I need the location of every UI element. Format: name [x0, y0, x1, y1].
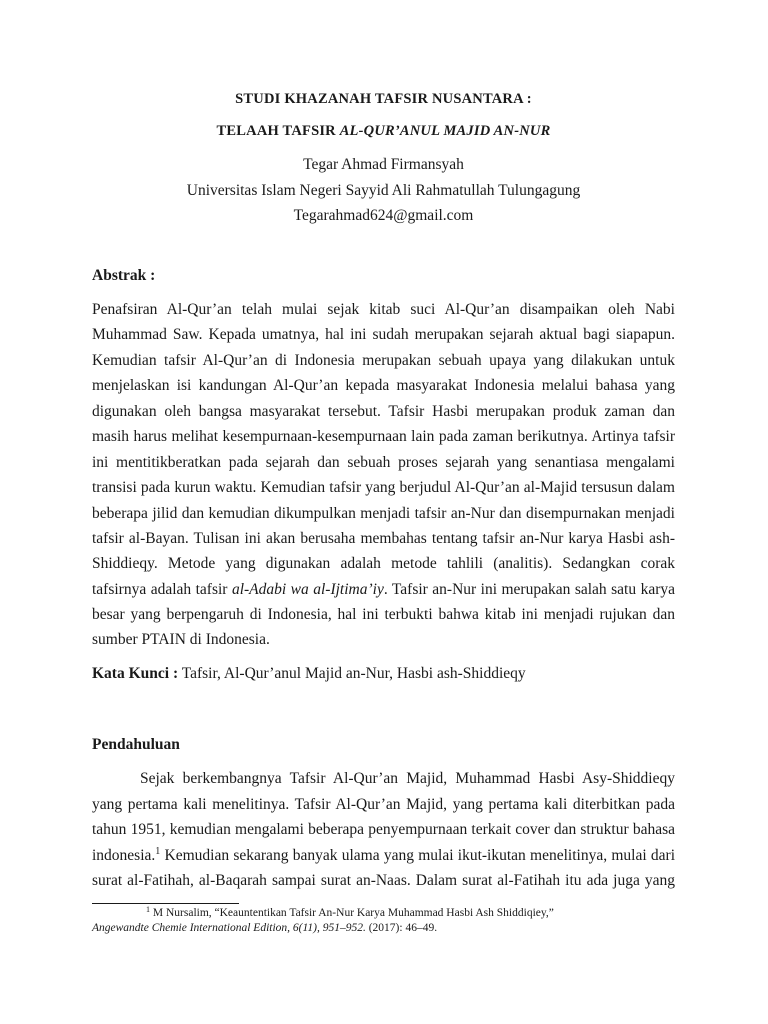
abstract-line: sumber PTAIN di Indonesia.: [92, 631, 270, 648]
intro-line: tahun 1951, kemudian mengalami beberapa penyempurnaan terkait cover dan struktur bahasa: [92, 821, 675, 838]
intro-heading: Pendahuluan: [92, 736, 180, 753]
abstract-line: ini mentitikberatkan pada sejarah dan sebuah proses sejarah yang senantiasa mengalami: [92, 454, 675, 471]
abstract-line: Muhammad Saw. Kepada umatnya, hal ini sudah merupakan sejarah aktual bagi siapapun.: [92, 326, 675, 343]
intro-line: surat al-Fatihah, al-Baqarah sampai surat an-Naas. Dalam surat al-Fatihah itu ada juga yang: [92, 872, 675, 889]
footnote-ref[interactable]: 1: [155, 846, 161, 857]
intro-text: Kemudian sekarang banyak ulama yang mulai ikut-ikutan menelitinya, mulai dari: [160, 847, 675, 864]
author-name: Tegar Ahmad Firmansyah: [303, 156, 464, 173]
abstract-line: besar yang berpengaruh di Indonesia, hal ini terbukti bahwa kitab ini menjadi rujukan dan: [92, 606, 675, 623]
abstract-text: tafsirnya adalah tafsir: [92, 581, 232, 598]
paper-title-line1: STUDI KHAZANAH TAFSIR NUSANTARA :: [235, 91, 532, 107]
keywords-label: Kata Kunci :: [92, 665, 179, 682]
footnote-journal: Angewandte Chemie International Edition, 6(11), 951–952.: [92, 922, 366, 934]
paper-title-line2: [92, 123, 675, 140]
footnote-divider: [92, 903, 239, 904]
intro-line: yang pertama kali menelitinya. Tafsir Al-Qur’an Majid, yang pertama kali diterbitkan pada: [92, 796, 675, 813]
intro-line: [92, 847, 675, 865]
author-email: Tegarahmad624@gmail.com: [293, 207, 474, 224]
keywords-line: [92, 665, 526, 683]
abstract-line: beberapa jilid dan kemudian dikumpulkan menjadi tafsir an-Nur dan disempurnakan menjadi: [92, 505, 675, 522]
intro-text: indonesia.: [92, 847, 156, 864]
abstract-line: menjelaskan isi kandungan Al-Qur’an kepada masyarakat Indonesia melalui bahasa yang: [92, 377, 675, 394]
title-italic: AL-QUR’ANUL MAJID AN-NUR: [339, 123, 551, 139]
footnote-number: 1: [146, 905, 150, 914]
abstract-italic-term: al-Adabi wa al-Ijtima’iy: [231, 581, 384, 598]
abstract-line: digunakan oleh bangsa masyarakat tersebut. Tafsir Hasbi merupakan produk zaman dan: [92, 403, 675, 420]
footnote-pages: (2017): 46–49.: [365, 922, 438, 934]
footnote-line1: [146, 907, 554, 919]
abstract-line: Penafsiran Al-Qur’an telah mulai sejak kitab suci Al-Qur’an disampaikan oleh Nabi: [92, 301, 675, 318]
author-affiliation: Universitas Islam Negeri Sayyid Ali Rahmatullah Tulungagung: [186, 182, 581, 199]
footnote-line2: [92, 922, 437, 934]
abstract-line: [92, 581, 675, 599]
abstract-line: Shiddieqy. Metode yang digunakan adalah metode tahlili (analitis). Sedangkan corak: [92, 555, 675, 572]
abstract-heading: Abstrak :: [92, 267, 156, 284]
title-prefix: TELAAH TAFSIR: [216, 123, 340, 139]
abstract-line: tafsir al-Bayan. Tulisan ini akan berusaha membahas tentang tafsir an-Nur karya Hasbi ash-: [92, 530, 675, 547]
abstract-text: . Tafsir an-Nur ini merupakan salah satu karya: [383, 581, 676, 598]
intro-line: Sejak berkembangnya Tafsir Al-Qur’an Majid, Muhammad Hasbi Asy-Shiddieqy: [140, 770, 675, 787]
abstract-line: masih harus melihat kesempurnaan-kesempurnaan lain pada zaman berikutnya. Artinya tafsir: [92, 428, 675, 445]
abstract-line: transisi pada kurun waktu. Kemudian tafsir yang berjudul Al-Qur’an al-Majid tersusun dalam: [92, 479, 675, 496]
footnote-text: M Nursalim, “Keauntentikan Tafsir An-Nur Karya Muhammad Hasbi Ash Shiddiqiey,”: [150, 907, 554, 919]
keywords-value: Tafsir, Al-Qur’anul Majid an-Nur, Hasbi ash-Shiddieqy: [178, 665, 526, 682]
abstract-line: Kemudian tafsir Al-Qur’an di Indonesia merupakan sebuah upaya yang dilakukan untuk: [92, 352, 675, 369]
